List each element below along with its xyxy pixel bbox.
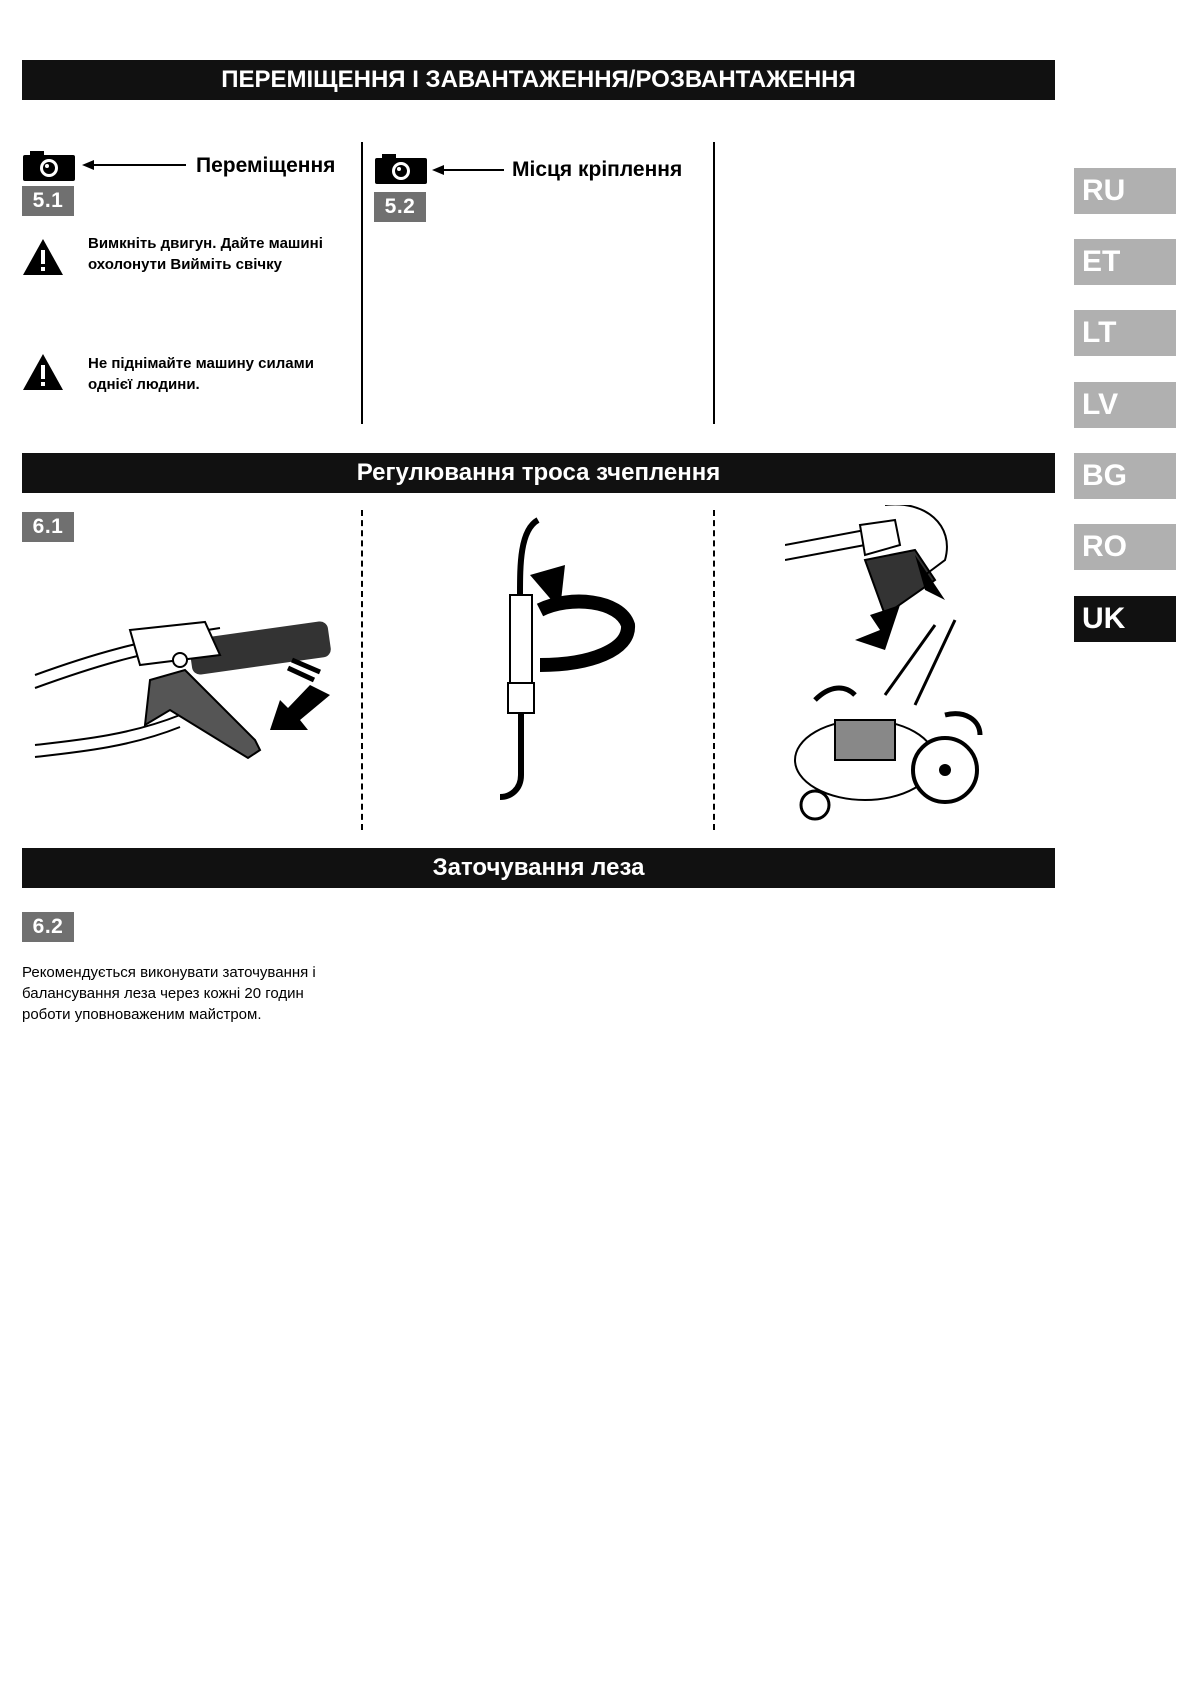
arrow-left-icon xyxy=(82,158,187,172)
step-number-badge: 6.2 xyxy=(22,912,74,942)
language-tab-lv[interactable]: LV xyxy=(1074,382,1176,428)
language-tab-bg[interactable]: BG xyxy=(1074,453,1176,499)
caption-transport: Переміщення xyxy=(196,154,336,177)
section-header-blade xyxy=(22,848,1055,888)
camera-icon xyxy=(374,153,428,185)
section-title: Регулювання троса зчеплення xyxy=(356,459,721,486)
warning-text-lifting: Не піднімайте машину силами однієї людини. xyxy=(88,355,314,393)
section-title: Заточування леза xyxy=(432,854,645,881)
column-divider xyxy=(361,510,363,830)
language-tab-uk[interactable]: UK xyxy=(1074,596,1176,642)
column-divider xyxy=(713,510,715,830)
language-tab-et[interactable]: ET xyxy=(1074,239,1176,285)
caption-fixing-points: Місця кріплення xyxy=(512,158,683,181)
arrow-left-icon xyxy=(432,163,504,177)
camera-icon xyxy=(22,150,76,182)
language-tab-ru[interactable]: RU xyxy=(1074,168,1176,214)
step-number-badge: 6.1 xyxy=(22,512,74,542)
warning-icon xyxy=(22,353,64,391)
warning-text-engine: Вимкніть двигун. Дайте машині охолонути Вийміть свічку xyxy=(88,235,323,273)
step-number-badge: 5.1 xyxy=(22,186,74,216)
language-tab-ro[interactable]: RO xyxy=(1074,524,1176,570)
section-header-transport xyxy=(22,60,1055,100)
section-header-cable xyxy=(22,453,1055,493)
step-number-badge: 5.2 xyxy=(374,192,426,222)
blade-sharpening-text: Рекомендується виконувати заточування і балансування леза через кожні 20 годин роботи уповноваженим майстром. xyxy=(22,964,316,1023)
mower-handle-illustration xyxy=(785,505,1015,835)
column-divider xyxy=(713,142,715,424)
cable-adjuster-illustration xyxy=(480,515,650,805)
column-divider xyxy=(361,142,363,424)
language-tab-lt[interactable]: LT xyxy=(1074,310,1176,356)
warning-icon xyxy=(22,238,64,276)
clutch-lever-illustration xyxy=(30,610,350,800)
section-title: ПЕРЕМІЩЕННЯ І ЗАВАНТАЖЕННЯ/РОЗВАНТАЖЕННЯ xyxy=(221,66,856,93)
